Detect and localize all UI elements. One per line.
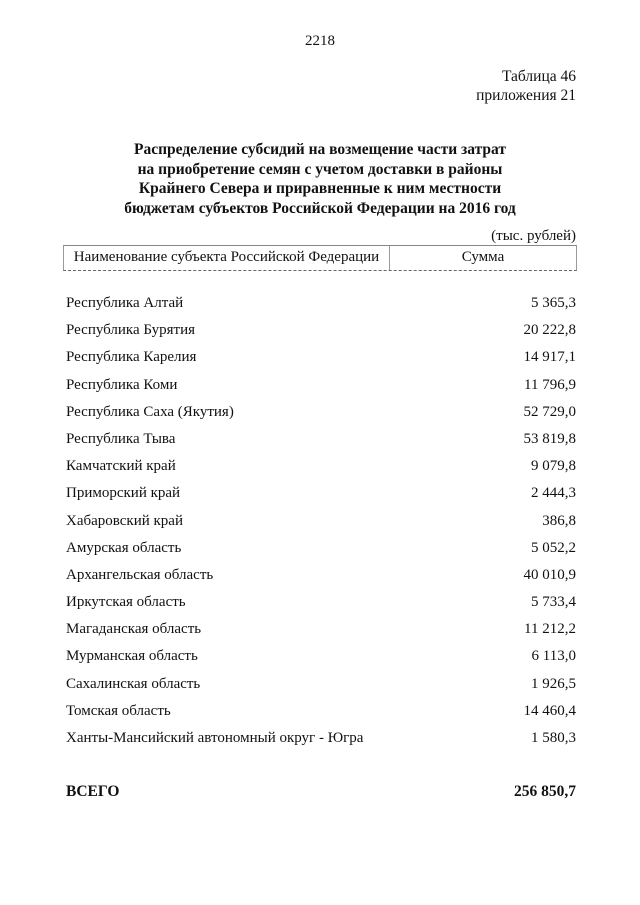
total-label: ВСЕГО bbox=[66, 783, 120, 800]
row-sum: 1 580,3 bbox=[531, 730, 576, 746]
row-sum: 14 460,4 bbox=[523, 702, 576, 719]
row-name: Иркутская область bbox=[66, 594, 186, 611]
table-row bbox=[66, 618, 576, 645]
row-name: Республика Коми bbox=[66, 376, 178, 393]
table-row bbox=[66, 292, 576, 319]
row-sum: 20 222,8 bbox=[523, 322, 576, 339]
row-sum: 1 926,5 bbox=[531, 675, 576, 692]
table-row bbox=[66, 673, 576, 700]
title-line-4: бюджетам субъектов Российской Федерации на 2016 год bbox=[124, 199, 516, 217]
table-row bbox=[66, 510, 576, 537]
row-name: Томская область bbox=[66, 702, 171, 719]
row-name: Приморский край bbox=[66, 485, 181, 502]
annex-table-label: Таблица 46 bbox=[501, 68, 576, 85]
row-sum: 52 729,0 bbox=[523, 403, 576, 420]
row-name: Республика Тыва bbox=[66, 430, 176, 447]
row-sum: 9 079,8 bbox=[531, 458, 576, 475]
annex-reference bbox=[476, 67, 576, 105]
column-header-name: Наименование субъекта Российской Федерации bbox=[64, 246, 390, 270]
row-sum: 386,8 bbox=[542, 512, 576, 529]
row-name: Амурская область bbox=[66, 539, 182, 556]
table-row bbox=[66, 319, 576, 346]
title-line-2: на приобретение семян с учетом доставки в районы bbox=[137, 160, 503, 178]
title-line-3: Крайнего Севера и приравненные к ним местности bbox=[138, 180, 502, 197]
row-sum: 5 052,2 bbox=[531, 539, 576, 556]
row-name: Республика Саха (Якутия) bbox=[66, 403, 234, 420]
table-row bbox=[66, 591, 576, 618]
row-name: Ханты-Мансийский автономный округ - Югра bbox=[66, 730, 364, 746]
table-row bbox=[66, 428, 576, 455]
document-title bbox=[60, 140, 580, 218]
row-name: Республика Карелия bbox=[66, 349, 197, 366]
total-row bbox=[66, 783, 576, 801]
table-header bbox=[63, 245, 577, 271]
table-row bbox=[66, 700, 576, 727]
units-label: (тыс. рублей) bbox=[491, 228, 576, 244]
row-sum: 6 113,0 bbox=[531, 648, 576, 665]
row-name: Камчатский край bbox=[66, 458, 176, 475]
table-row bbox=[66, 374, 576, 401]
table-row bbox=[66, 645, 576, 672]
row-name: Архангельская область bbox=[66, 566, 214, 583]
table-row bbox=[66, 727, 576, 754]
row-sum: 2 444,3 bbox=[531, 485, 576, 502]
column-header-sum: Сумма bbox=[461, 249, 505, 265]
table-row bbox=[66, 564, 576, 591]
row-name: Сахалинская область bbox=[66, 675, 201, 692]
table-row bbox=[66, 455, 576, 482]
title-line-1: Распределение субсидий на возмещение части затрат bbox=[134, 141, 506, 158]
table-row bbox=[66, 537, 576, 564]
row-name: Хабаровский край bbox=[66, 512, 183, 529]
table-row bbox=[66, 401, 576, 428]
page-number: 2218 bbox=[305, 33, 335, 49]
row-sum: 11 796,9 bbox=[524, 376, 576, 393]
row-name: Мурманская область bbox=[66, 648, 198, 665]
row-name: Республика Алтай bbox=[66, 295, 184, 311]
row-name: Магаданская область bbox=[66, 621, 202, 638]
row-name: Республика Бурятия bbox=[66, 322, 196, 339]
row-sum: 5 365,3 bbox=[531, 295, 576, 311]
table-row bbox=[66, 482, 576, 509]
row-sum: 14 917,1 bbox=[523, 349, 576, 366]
annex-appendix-label: приложения 21 bbox=[476, 87, 576, 104]
row-sum: 53 819,8 bbox=[523, 430, 576, 447]
table-row bbox=[66, 346, 576, 373]
row-sum: 5 733,4 bbox=[531, 594, 576, 611]
table-body bbox=[66, 292, 576, 754]
row-sum: 40 010,9 bbox=[523, 566, 576, 583]
total-sum: 256 850,7 bbox=[514, 783, 576, 800]
row-sum: 11 212,2 bbox=[524, 621, 576, 638]
